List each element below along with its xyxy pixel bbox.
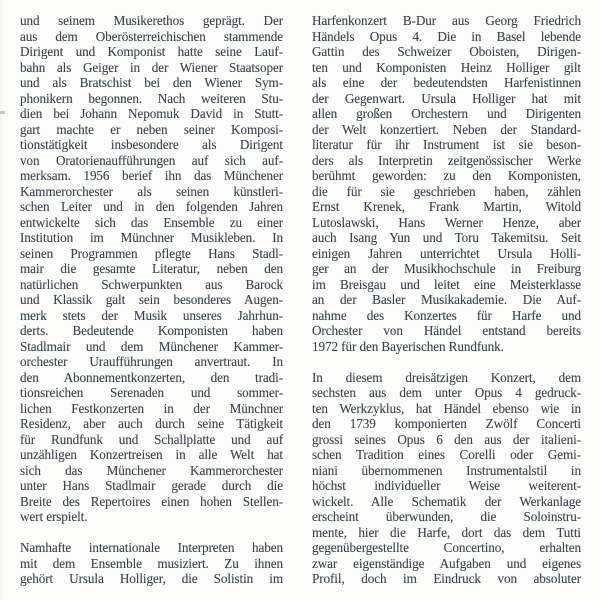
text-column-left — [20, 13, 283, 587]
text-line: Dirigent und Komponist hatte seine Lauf- — [20, 44, 283, 59]
text-line: 1972 für den Bayerischen Rundfunk. — [312, 338, 504, 354]
text-line: der Welt konzertiert. Neben der Standard- — [312, 121, 581, 137]
text-line: gegenübergestellte Concertino, erhalten — [312, 540, 581, 555]
text-line: einigen Jahren unterrichtet Ursula Holli- — [312, 245, 581, 261]
text-line: tionsreichen Serenaden und sommer- — [20, 385, 283, 400]
text-line: merksam. 1956 berief ihn das Münchener — [20, 168, 283, 183]
text-line: grossi seines Opus 6 den aus der italieni- — [312, 431, 581, 447]
paragraph — [20, 13, 283, 525]
text-line: Orchester von Händel entstand bereits — [312, 323, 581, 338]
text-line: auch Isang Yun und Toru Takemitsu. Seit — [312, 230, 581, 245]
text-line: den 1739 komponierten Zwölf Concerti — [312, 416, 581, 431]
text-line: bahn als Geiger in der Wiener Staatsoper — [20, 59, 283, 75]
text-line: höchst individueller Weise weiterent- — [312, 478, 581, 493]
text-line: und seinem Musikerethos geprägt. Der — [20, 13, 283, 28]
text-line: für Rundfunk und Schallplatte und auf — [20, 431, 283, 447]
text-line: tionstätigkeit insbesondere als Dirigent — [20, 137, 283, 152]
text-line: nahme des Konzertes für Harfe und — [312, 307, 581, 323]
text-line: dien bei Johann Nepomuk David in Stutt- — [20, 106, 283, 121]
text-line: erscheint überwunden, die Soloinstru- — [312, 509, 581, 524]
text-line: mente, hier die Harfe, dort das dem Tutti — [312, 524, 581, 540]
text-line: lichen Festkonzerten in der Münchner — [20, 400, 283, 416]
text-line: wickelt. Alle Schematik der Werkanlage — [312, 493, 581, 509]
text-line: sich das Münchener Kammerorchester — [20, 462, 283, 478]
text-line: gart machte er neben seiner Komposi- — [20, 121, 283, 137]
text-line: der Gegenwart. Ursula Holliger hat mit — [312, 90, 581, 106]
text-line: Profil, doch im Eindruck von absoluter — [312, 571, 581, 586]
text-line: Institution im Münchner Musikleben. In — [20, 230, 283, 245]
text-line: orchester Uraufführungen anvertraut. In — [20, 354, 283, 369]
text-line: entwickelte sich das Ensemble zu einer — [20, 214, 283, 230]
text-line: Kammerorchester als seinen künstleri- — [20, 183, 283, 199]
text-line: Stadlmair und dem Münchener Kammer- — [20, 338, 283, 354]
text-line: Namhafte internationale Interpreten haben — [20, 540, 283, 555]
text-line: aus dem Oberösterreichischen stammende — [20, 28, 283, 44]
text-line: seinen Programmen pflegte Hans Stadl- — [20, 245, 283, 261]
text-line: natürlichen Schwerpunkten aus Barock — [20, 276, 283, 292]
text-line: Harfenkonzert B-Dur aus Georg Friedrich — [312, 13, 581, 28]
text-line: ger an der Musikhochschule in Freiburg — [312, 261, 581, 276]
text-line: und als Bratschist bei den Wiener Sym- — [20, 75, 283, 90]
text-line: merk stets der Musik unseres Jahrhun- — [20, 307, 283, 323]
text-line: unzähligen Konzertreisen in alle Welt hat — [20, 447, 283, 462]
text-line: Händels Opus 4. Die in Basel lebende — [312, 28, 581, 44]
text-line: unter Hans Stadlmair gerade durch die — [20, 478, 283, 493]
text-line: allen großen Orchestern und Dirigenten — [312, 106, 581, 121]
text-line: phonikern begonnen. Nach weiteren Stu- — [20, 90, 283, 106]
text-line: die für sie geschrieben haben, zählen — [312, 183, 581, 199]
text-line: Ernst Krenek, Frank Martin, Witold — [312, 199, 581, 214]
text-line: mair die gesamte Literatur, neben den — [20, 261, 283, 276]
scan-smudge-artifact — [0, 111, 5, 114]
text-line: als eine der bedeutendsten Harfenistinnen — [312, 75, 581, 90]
text-line: schen Tradition eines Corelli oder Gemi- — [312, 447, 581, 462]
text-line: ten Werkzyklus, hat Händel ebenso wie in — [312, 400, 581, 416]
paragraph — [312, 13, 581, 354]
text-line: zwar eigenständige Aufgaben und eigenes — [312, 555, 581, 571]
text-line: und Klassik galt sein besonderes Augen- — [20, 292, 283, 307]
text-line: derts. Bedeutende Komponisten haben — [20, 323, 283, 338]
text-line: In diesem dreisätzigen Konzert, dem — [312, 369, 581, 385]
text-line: schen Leiter und in den folgenden Jahren — [20, 199, 283, 214]
text-line: Lutoslawski, Hans Werner Henze, aber — [312, 214, 581, 230]
text-line: gehört Ursula Holliger, die Solistin im — [20, 571, 283, 586]
text-line: literatur für ihr Instrument ist sie beson- — [312, 137, 581, 152]
text-line: Gattin des Schweizer Oboisten, Dirigen- — [312, 44, 581, 59]
text-line: ders als Interpretin zeitgenössischer Werke — [312, 152, 581, 168]
text-line: von Oratorienaufführungen auf sich auf- — [20, 152, 283, 168]
text-line: Breite des Repertoires einen hohen Stellen- — [20, 493, 283, 509]
paragraph — [312, 370, 581, 587]
text-line: den Abonnementkonzerten, den tradi- — [20, 369, 283, 385]
text-line: ten und Komponisten Heinz Holliger gilt — [312, 59, 581, 75]
text-line: berühmt geworden: zu den Komponisten, — [312, 168, 581, 183]
text-line: im Breisgau und leitet eine Meisterklasse — [312, 276, 581, 292]
paragraph — [20, 540, 283, 587]
text-line: Residenz, aber auch durch seine Tätigkeit — [20, 416, 283, 431]
text-line: wert erspielt. — [20, 509, 88, 524]
text-line: an der Basler Musikakademie. Die Auf- — [312, 292, 581, 307]
text-column-right — [312, 13, 581, 587]
text-line: mit dem Ensemble musiziert. Zu ihnen — [20, 555, 283, 571]
text-line: sechsten aus dem unter Opus 4 gedruck- — [312, 385, 581, 400]
text-line: niani übernommenen Instrumentalstil in — [312, 462, 581, 478]
